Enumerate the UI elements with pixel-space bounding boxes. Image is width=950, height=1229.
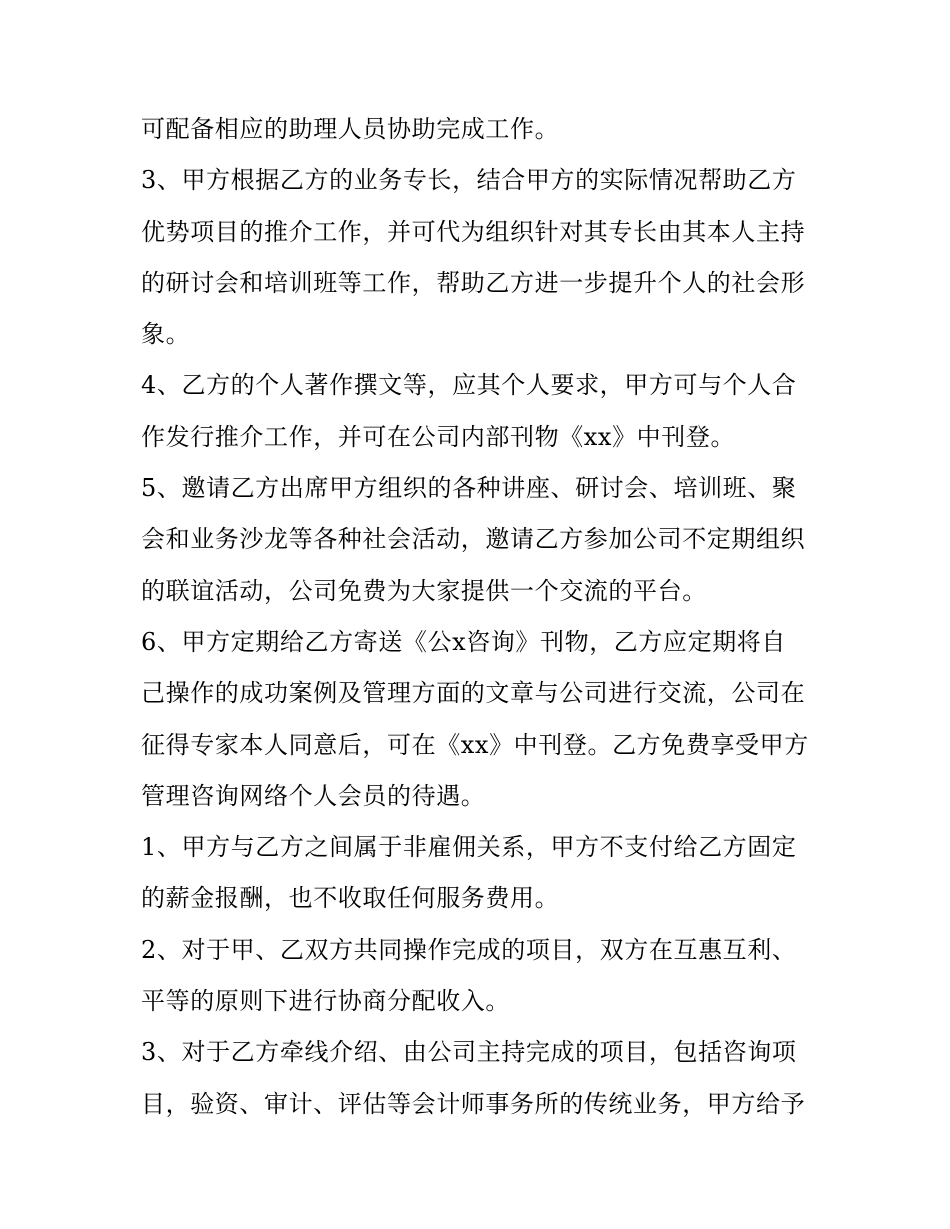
text-line: 会和业务沙龙等各种社会活动，邀请乙方参加公司不定期组织 <box>141 525 806 554</box>
text-line: 1、甲方与乙方之间属于非雇佣关系，甲方不支付给乙方固定 <box>141 833 797 862</box>
text-line: 优势项目的推介工作，并可代为组织针对其专长由其本人主持 <box>141 217 806 246</box>
text-line: 3、对于乙方牵线介绍、由公司主持完成的项目，包括咨询项 <box>141 1038 797 1067</box>
text-line: 的联谊活动，公司免费为大家提供一个交流的平台。 <box>141 576 707 605</box>
text-line: 平等的原则下进行协商分配收入。 <box>141 987 510 1016</box>
text-line: 的薪金报酬，也不收取任何服务费用。 <box>141 884 560 913</box>
text-line: 管理咨询网络个人会员的待遇。 <box>141 781 486 810</box>
text-line: 3、甲方根据乙方的业务专长，结合甲方的实际情况帮助乙方 <box>141 166 797 195</box>
text-line: 征得专家本人同意后，可在《xx》中刊登。乙方免费享受甲方 <box>141 730 809 759</box>
text-line: 2、对于甲、乙双方共同操作完成的项目，双方在互惠互利、 <box>141 935 797 964</box>
text-line: 4、乙方的个人著作撰文等，应其个人要求，甲方可与个人合 <box>141 371 797 400</box>
text-line: 作发行推介工作，并可在公司内部刊物《xx》中刊登。 <box>141 422 736 451</box>
text-line: 象。 <box>141 320 191 349</box>
text-line: 可配备相应的助理人员协助完成工作。 <box>141 115 560 143</box>
document-body <box>141 104 821 1130</box>
text-line: 的研讨会和培训班等工作，帮助乙方进一步提升个人的社会形 <box>141 268 806 297</box>
text-line: 5、邀请乙方出席甲方组织的各种讲座、研讨会、培训班、聚 <box>141 474 797 503</box>
text-line: 己操作的成功案例及管理方面的文章与公司进行交流，公司在 <box>141 679 806 708</box>
text-line: 目，验资、审计、评估等会计师事务所的传统业务，甲方给予 <box>141 1089 806 1118</box>
text-line: 6、甲方定期给乙方寄送《公x咨询》刊物，乙方应定期将自 <box>141 627 787 656</box>
